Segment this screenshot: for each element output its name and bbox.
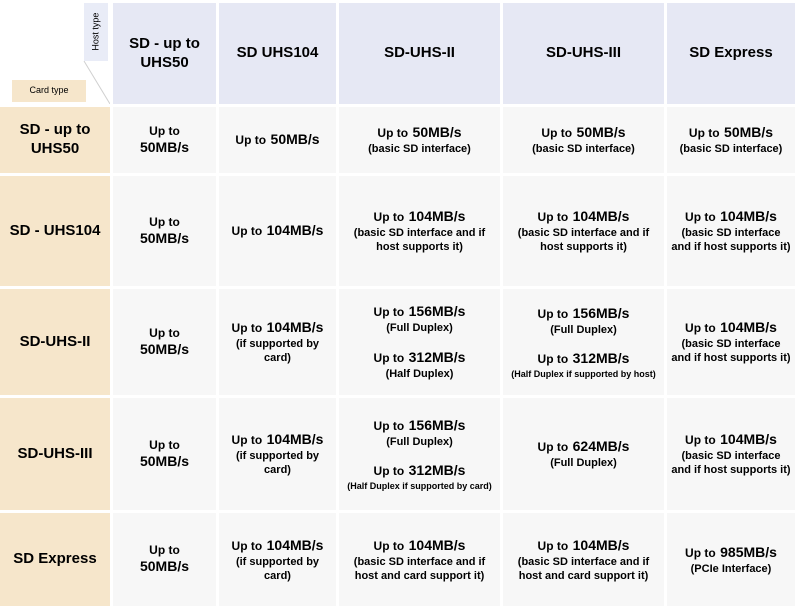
row-header-sd-uhs104: SD - UHS104 xyxy=(0,176,110,286)
cell-prefix: Up to xyxy=(373,418,405,433)
cell-prefix: Up to xyxy=(685,433,716,448)
cell-prefix: Up to xyxy=(373,538,405,553)
table-cell xyxy=(113,513,216,606)
cell-prefix: Up to xyxy=(685,210,716,225)
cell-prefix: Up to xyxy=(373,351,405,365)
cell-prefix: Up to xyxy=(537,210,569,225)
host-type-label-box xyxy=(84,3,108,61)
cell-note: (basic SD interface and if host supports it) xyxy=(517,227,650,253)
cell-note: (Full Duplex) xyxy=(386,322,453,335)
cell-speed: 312MB/s xyxy=(408,462,466,479)
table-cell xyxy=(339,398,500,510)
cell-prefix: Up to xyxy=(685,321,716,336)
cell-speed: 50MB/s xyxy=(270,131,320,147)
cell-speed: 156MB/s xyxy=(408,416,466,433)
cell-speed: 156MB/s xyxy=(408,303,466,320)
cell-prefix: Up to xyxy=(149,437,180,452)
cell-speed: 104MB/s xyxy=(408,208,466,225)
cell-note: (Half Duplex) xyxy=(385,368,454,380)
cell-prefix: Up to xyxy=(235,133,267,147)
cell-note: (Full Duplex) xyxy=(386,435,453,448)
cell-speed: 312MB/s xyxy=(408,349,466,365)
cell-prefix: Up to xyxy=(537,306,569,321)
cell-note: (basic SD interface) xyxy=(532,143,635,156)
cell-speed: 312MB/s xyxy=(572,350,630,367)
cell-speed: 104MB/s xyxy=(266,431,324,448)
cell-note: (basic SD interface and if host supports it) xyxy=(671,450,791,476)
table-cell xyxy=(503,289,664,395)
cell-prefix: Up to xyxy=(373,210,405,225)
column-header-sd-uhs-iii: SD-UHS-III xyxy=(503,3,664,104)
cell-note: (basic SD interface and if host supports it) xyxy=(671,227,791,253)
cell-note: (Half Duplex if supported by host) xyxy=(511,369,656,380)
cell-note: (if supported by card) xyxy=(235,555,320,582)
cell-speed: 50MB/s xyxy=(139,138,190,155)
cell-speed: 104MB/s xyxy=(720,431,777,448)
cell-speed: 104MB/s xyxy=(572,536,630,553)
row-header-sd-uhs-iii: SD-UHS-III xyxy=(0,398,110,510)
host-type-label: Host type xyxy=(90,12,101,52)
table-cell xyxy=(113,107,216,173)
cell-prefix: Up to xyxy=(377,126,409,141)
table-cell xyxy=(219,398,336,510)
column-header-sd-uhs104: SD UHS104 xyxy=(219,3,336,104)
row-header-sd-express: SD Express xyxy=(0,513,110,606)
cell-prefix: Up to xyxy=(231,433,263,448)
cell-note: (basic SD interface and if host and card support it) xyxy=(517,555,650,582)
cell-speed: 50MB/s xyxy=(139,452,190,469)
row-header-sd-uhs-ii: SD-UHS-II xyxy=(0,289,110,395)
table-cell xyxy=(339,289,500,395)
table-cell xyxy=(113,176,216,286)
cell-prefix: Up to xyxy=(537,538,569,553)
cell-prefix: Up to xyxy=(149,325,180,340)
cell-prefix: Up to xyxy=(541,126,573,141)
table-cell xyxy=(219,107,336,173)
cell-speed: 50MB/s xyxy=(576,124,626,141)
table-cell xyxy=(219,176,336,286)
cell-speed: 50MB/s xyxy=(139,558,190,575)
cell-speed: 104MB/s xyxy=(408,536,466,553)
cell-prefix: Up to xyxy=(149,123,180,138)
cell-speed: 50MB/s xyxy=(139,340,190,357)
cell-note: (basic SD interface and if host supports it) xyxy=(353,227,486,253)
cell-note: (basic SD interface and if host and card support it) xyxy=(353,555,486,582)
table-cell xyxy=(113,289,216,395)
table-cell xyxy=(339,513,500,606)
cell-note: (basic SD interface and if host supports it) xyxy=(671,338,791,364)
cell-note: (Full Duplex) xyxy=(550,323,617,336)
column-header-sd-uhs50: SD - up to UHS50 xyxy=(113,3,216,104)
table-cell xyxy=(503,513,664,606)
table-cell xyxy=(503,107,664,173)
column-header-sd-express: SD Express xyxy=(667,3,795,104)
table-cell xyxy=(339,107,500,173)
cell-speed: 104MB/s xyxy=(266,536,324,553)
row-header-sd-uhs50: SD - up to UHS50 xyxy=(0,107,110,173)
card-type-label: Card type xyxy=(12,80,86,102)
cell-prefix: Up to xyxy=(149,214,180,229)
table-cell xyxy=(667,398,795,510)
cell-prefix: Up to xyxy=(231,321,263,336)
table-cell xyxy=(339,176,500,286)
cell-speed: 985MB/s xyxy=(720,543,777,560)
cell-note: (Full Duplex) xyxy=(550,457,617,470)
table-cell xyxy=(667,176,795,286)
cell-speed: 104MB/s xyxy=(266,319,324,336)
cell-note: (Half Duplex if supported by card) xyxy=(347,481,492,492)
table-cell xyxy=(503,398,664,510)
cell-note: (PCIe Interface) xyxy=(690,562,772,575)
cell-note: (basic SD interface) xyxy=(368,143,471,156)
cell-note: (if supported by card) xyxy=(235,450,320,476)
cell-prefix: Up to xyxy=(373,464,405,479)
cell-note: (basic SD interface) xyxy=(679,143,783,156)
cell-speed: 50MB/s xyxy=(412,124,462,141)
column-header-sd-uhs-ii: SD-UHS-II xyxy=(339,3,500,104)
cell-speed: 104MB/s xyxy=(266,222,324,238)
cell-speed: 50MB/s xyxy=(724,124,774,141)
cell-prefix: Up to xyxy=(373,305,405,320)
cell-speed: 156MB/s xyxy=(572,304,630,321)
table-cell xyxy=(667,513,795,606)
table-cell xyxy=(503,176,664,286)
cell-speed: 50MB/s xyxy=(139,229,190,246)
cell-speed: 624MB/s xyxy=(572,438,630,455)
cell-prefix: Up to xyxy=(685,545,716,560)
cell-prefix: Up to xyxy=(688,126,720,141)
table-cell xyxy=(113,398,216,510)
cell-prefix: Up to xyxy=(231,538,263,553)
table-cell xyxy=(219,513,336,606)
cell-speed: 104MB/s xyxy=(720,319,777,336)
cell-prefix: Up to xyxy=(537,352,569,367)
cell-prefix: Up to xyxy=(231,224,263,238)
cell-speed: 104MB/s xyxy=(572,208,630,225)
cell-note: (if supported by card) xyxy=(235,338,320,364)
cell-prefix: Up to xyxy=(537,440,569,455)
table-corner xyxy=(0,3,110,104)
table-cell xyxy=(219,289,336,395)
table-cell xyxy=(667,107,795,173)
table-cell xyxy=(667,289,795,395)
cell-prefix: Up to xyxy=(149,543,180,558)
cell-speed: 104MB/s xyxy=(720,208,777,225)
